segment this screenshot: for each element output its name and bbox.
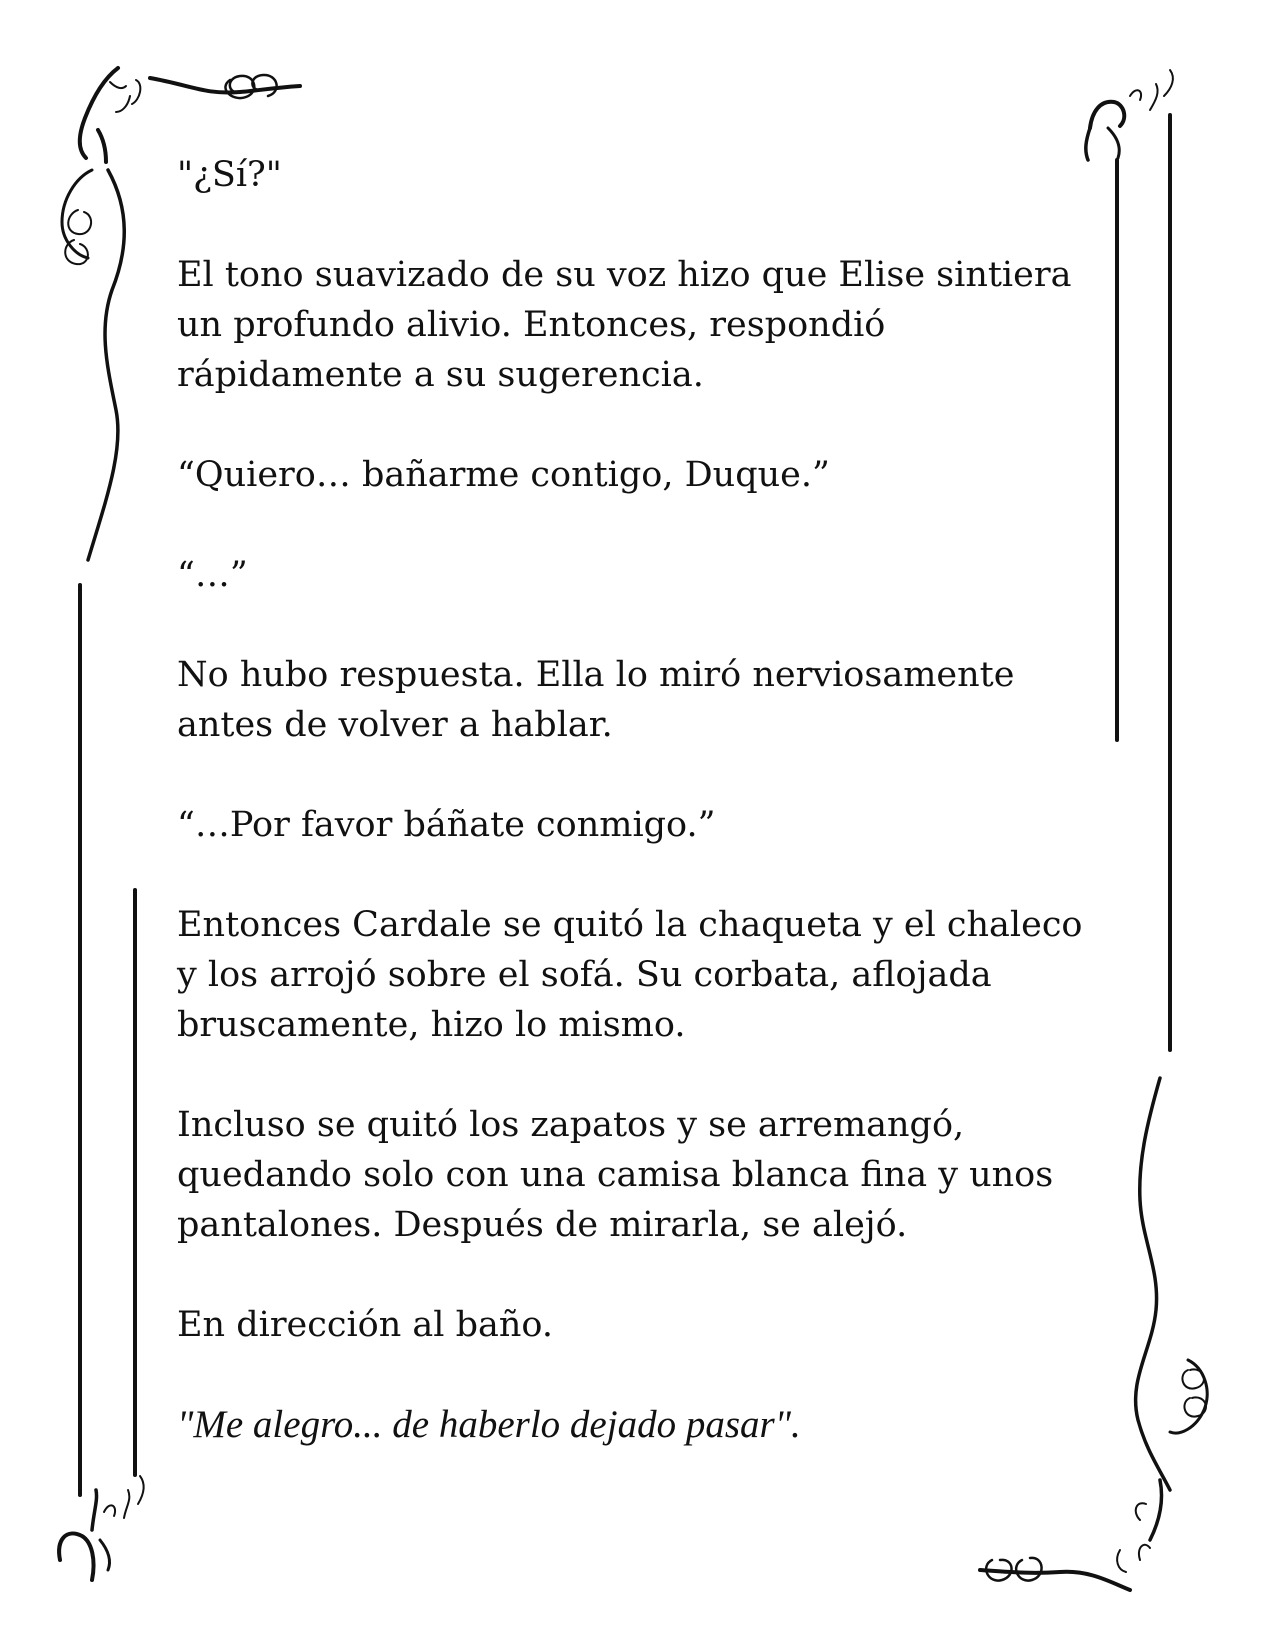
paragraph: “Quiero… bañarme contigo, Duque.” (177, 455, 830, 495)
paragraph: Incluso se quitó los zapatos y se arremangó, quedando solo con una camisa blanca fina y unos pantalones. Después de mirarla, se alejó. (177, 1105, 1054, 1245)
paragraph: En dirección al baño. (177, 1305, 553, 1345)
closing-thought: "Me alegro... de haberlo dejado pasar". (177, 1403, 801, 1446)
paragraph: “…” (177, 555, 248, 595)
paragraph: “…Por favor báñate conmigo.” (177, 805, 716, 845)
paragraph: No hubo respuesta. Ella lo miró nerviosamente antes de volver a hablar. (177, 655, 1015, 745)
paragraph: Entonces Cardale se quitó la chaqueta y el chaleco y los arrojó sobre el sofá. Su corbata, aflojada bruscamente, hizo lo mismo. (177, 905, 1083, 1045)
paragraph: El tono suavizado de su voz hizo que Elise sintiera un profundo alivio. Entonces, respondió rápidamente a su sugerencia. (177, 255, 1072, 395)
body-text (177, 150, 1097, 1500)
paragraph: "¿Sí?" (177, 155, 282, 195)
top-right-flourish-icon (1086, 70, 1173, 160)
bottom-left-flourish-icon (59, 1476, 144, 1580)
